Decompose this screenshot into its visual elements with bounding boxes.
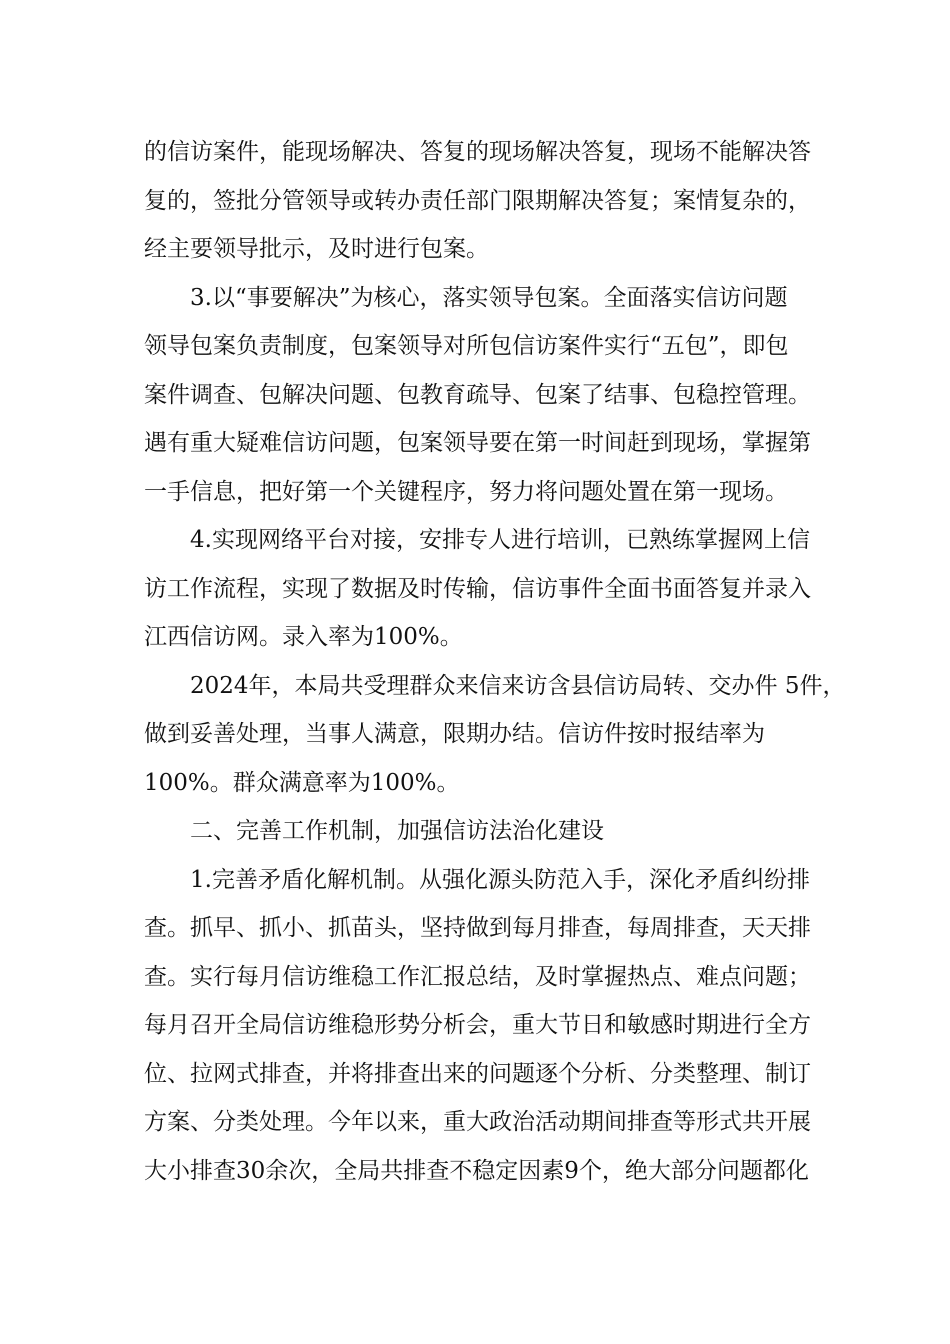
text-line: 访工作流程，实现了数据及时传输，信访事件全面书面答复并录入 bbox=[144, 575, 811, 602]
text-line: 方案、分类处理。今年以来，重大政治活动期间排查等形式共开展 bbox=[144, 1109, 811, 1135]
text-line: 做到妥善处理，当事人满意，限期办结。信访件按时报结率为 bbox=[144, 721, 765, 747]
text-line: 二、完善工作机制，加强信访法治化建设 bbox=[190, 818, 604, 844]
paragraph-p3 bbox=[144, 516, 834, 662]
text-line: 2024年，本局共受理群众来信来访含县信访局转、交办件 5件， bbox=[190, 672, 846, 699]
paragraph-p2 bbox=[144, 274, 834, 517]
paragraph-p6 bbox=[144, 856, 834, 1196]
text-line: 一手信息，把好第一个关键程序，努力将问题处置在第一现场。 bbox=[144, 478, 788, 505]
text-line: 查。实行每月信访维稳工作汇报总结，及时掌握热点、难点问题； bbox=[144, 963, 811, 990]
text-line: 每月召开全局信访维稳形势分析会，重大节日和敏感时期进行全方 bbox=[144, 1012, 811, 1038]
text-line: 江西信访网。录入率为100%。 bbox=[144, 624, 463, 650]
text-line: 经主要领导批示，及时进行包案。 bbox=[144, 236, 489, 262]
text-line: 大小排查30余次，全局共排查不稳定因素9个，绝大部分问题都化 bbox=[144, 1157, 809, 1184]
paragraph-p4 bbox=[144, 662, 846, 808]
text-line: 复的，签批分管领导或转办责任部门限期解决答复；案情复杂的， bbox=[144, 187, 811, 214]
text-line: 位、拉网式排查，并将排查出来的问题逐个分析、分类整理、制订 bbox=[144, 1060, 811, 1087]
text-line: 100%。群众满意率为100%。 bbox=[144, 769, 460, 796]
text-line: 领导包案负责制度，包案领导对所包信访案件实行“五包”，即包 bbox=[144, 333, 789, 359]
paragraph-p5 bbox=[144, 807, 834, 856]
text-line: 案件调查、包解决问题、包教育疏导、包案了结事、包稳控管理。 bbox=[144, 381, 811, 408]
text-line: 4.实现网络平台对接，安排专人进行培训，已熟练掌握网上信 bbox=[190, 527, 810, 553]
paragraph-p1 bbox=[144, 128, 834, 274]
text-line: 遇有重大疑难信访问题，包案领导要在第一时间赶到现场，掌握第 bbox=[144, 430, 811, 456]
text-line: 查。抓早、抓小、抓苗头，坚持做到每月排查，每周排查，天天排 bbox=[144, 915, 811, 941]
document-body bbox=[144, 128, 846, 1195]
text-line: 1.完善矛盾化解机制。从强化源头防范入手，深化矛盾纠纷排 bbox=[190, 866, 810, 893]
text-line: 3.以“事要解决”为核心，落实领导包案。全面落实信访问题 bbox=[190, 284, 788, 311]
text-line: 的信访案件，能现场解决、答复的现场解决答复，现场不能解决答 bbox=[144, 139, 811, 165]
